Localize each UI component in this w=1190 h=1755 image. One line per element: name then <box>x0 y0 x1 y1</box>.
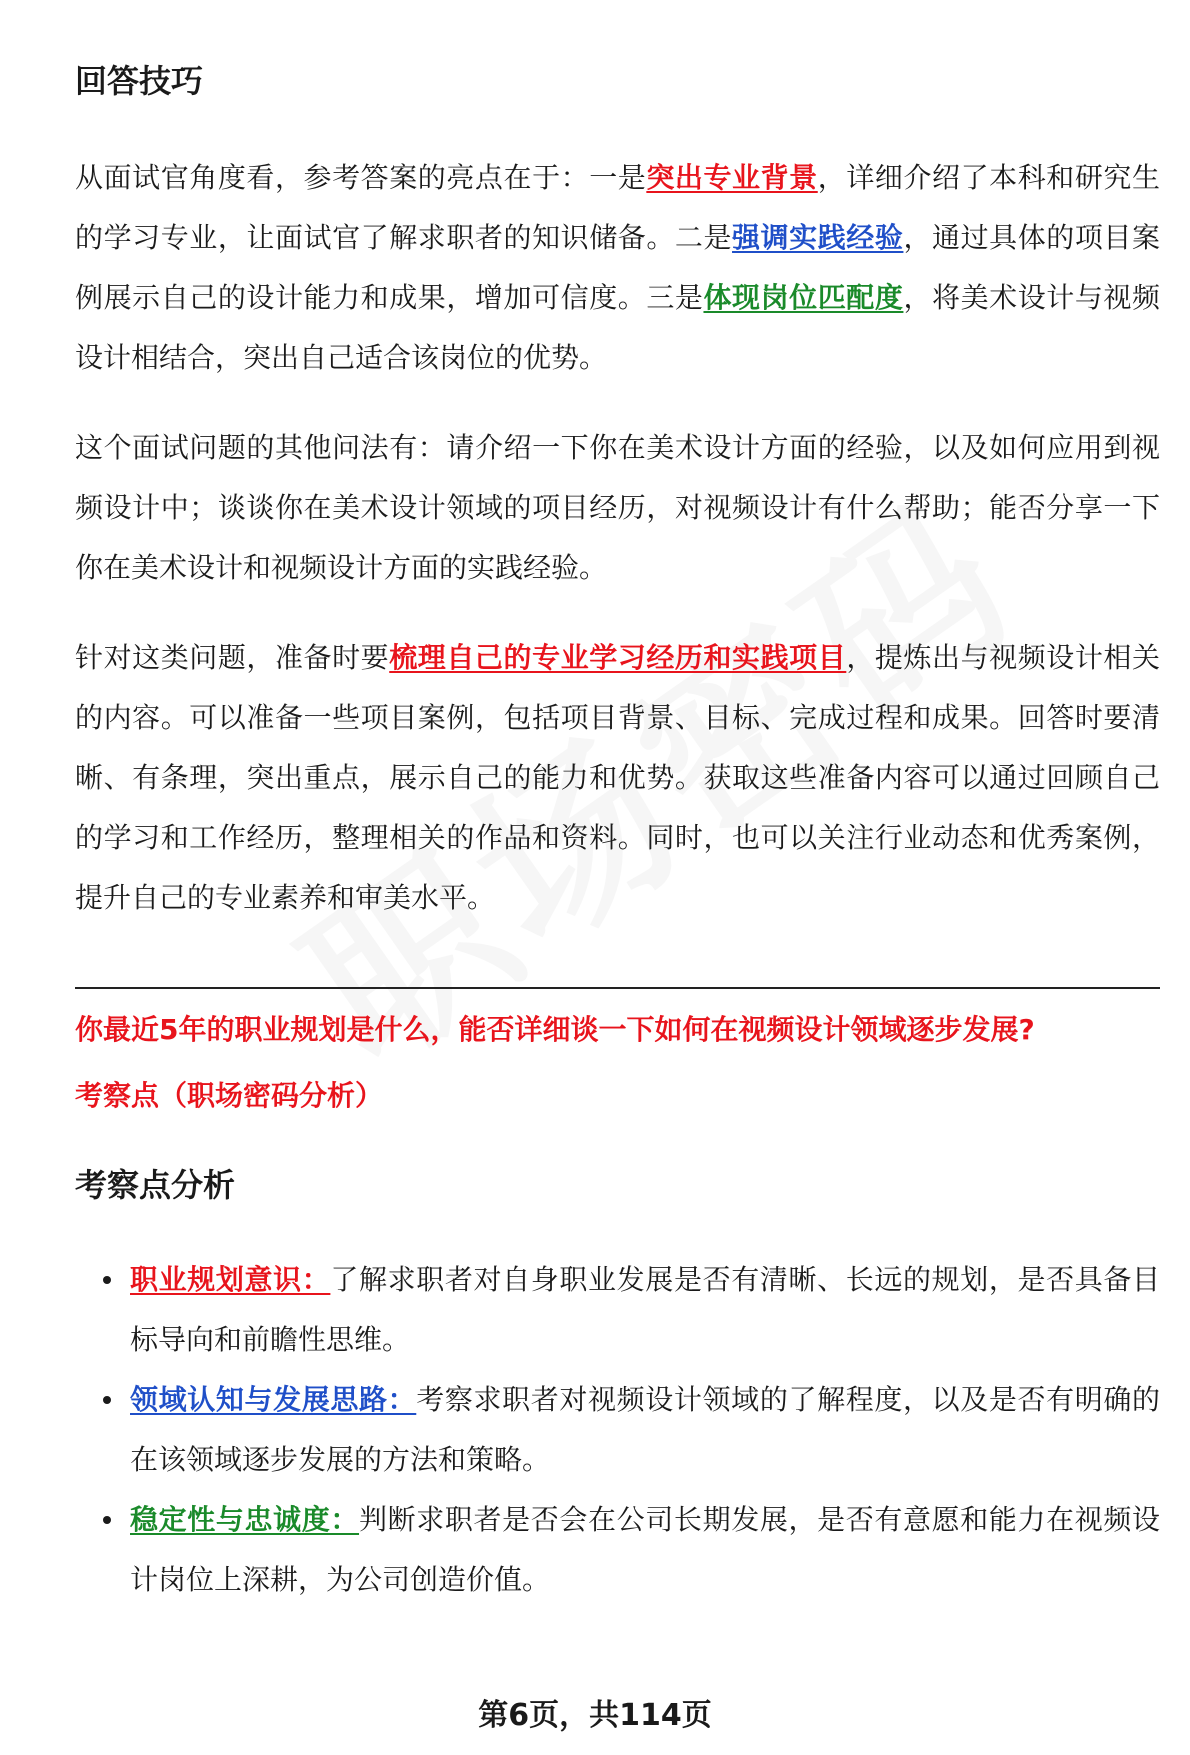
text-run: 针对这类问题，准备时要 <box>75 641 390 674</box>
analysis-text: 考察求职者对视频设计领域的了解程度，以及是否有明确的在该领域逐步发展的方法和策略。 <box>130 1383 1160 1476</box>
section-title-tips: 回答技巧 <box>75 62 204 100</box>
page-number: 第6页，共114页 <box>478 1698 712 1733</box>
tips-paragraph-3 <box>75 628 1160 928</box>
analysis-list <box>75 1250 1160 1610</box>
text-run: ，将美术设计与视频设计相结合，突出自己适合该岗位的优势。 <box>75 281 1160 374</box>
list-item <box>130 1490 1160 1610</box>
interview-question: 你最近5年的职业规划是什么，能否详细谈一下如何在视频设计领域逐步发展? <box>75 1013 1035 1046</box>
highlight-job-match: 体现岗位匹配度 <box>703 281 904 314</box>
analysis-label-stability: 稳定性与忠诚度： <box>130 1503 360 1536</box>
text-run: 从面试官角度看，参考答案的亮点在于：一是 <box>75 161 647 194</box>
analysis-text: 判断求职者是否会在公司长期发展，是否有意愿和能力在视频设计岗位上深耕，为公司创造价值。 <box>130 1503 1160 1596</box>
list-item <box>130 1250 1160 1370</box>
analysis-label-domain: 领域认知与发展思路： <box>130 1383 417 1416</box>
highlight-practical-experience: 强调实践经验 <box>732 221 904 254</box>
text-run: ，详细介绍了本科和研究生的学习专业，让面试官了解求职者的知识储备。二是 <box>75 161 1160 254</box>
highlight-professional-background: 突出专业背景 <box>646 161 818 194</box>
analysis-text: 了解求职者对自身职业发展是否有清晰、长远的规划，是否具备目标导向和前瞻性思维。 <box>130 1263 1160 1356</box>
text-run: ，提炼出与视频设计相关的内容。可以准备一些项目案例，包括项目背景、目标、完成过程和成果。回答时要清晰、有条理，突出重点，展示自己的能力和优势。获取这些准备内容可以通过回顾自己的学习和工作经历，整理相关的作品和资料。同时，也可以关注行业动态和优秀案例，提升自己的专业素养和审美水平。 <box>75 641 1160 914</box>
highlight-sort-experience: 梳理自己的专业学习经历和实践项目 <box>389 641 847 674</box>
tips-paragraph-1 <box>75 148 1160 388</box>
analysis-label-career-plan: 职业规划意识： <box>130 1263 331 1296</box>
tips-paragraph-2: 这个面试问题的其他问法有：请介绍一下你在美术设计方面的经验，以及如何应用到视频设计中；谈谈你在美术设计领域的项目经历，对视频设计有什么帮助；能否分享一下你在美术设计和视频设计方面的实践经验。 <box>75 431 1160 584</box>
list-item <box>130 1370 1160 1490</box>
text-run: ，通过具体的项目案例展示自己的设计能力和成果，增加可信度。三是 <box>75 221 1160 314</box>
section-title-analysis: 考察点分析 <box>75 1166 236 1204</box>
section-divider <box>75 987 1160 989</box>
question-subtitle: 考察点（职场密码分析） <box>75 1079 384 1112</box>
